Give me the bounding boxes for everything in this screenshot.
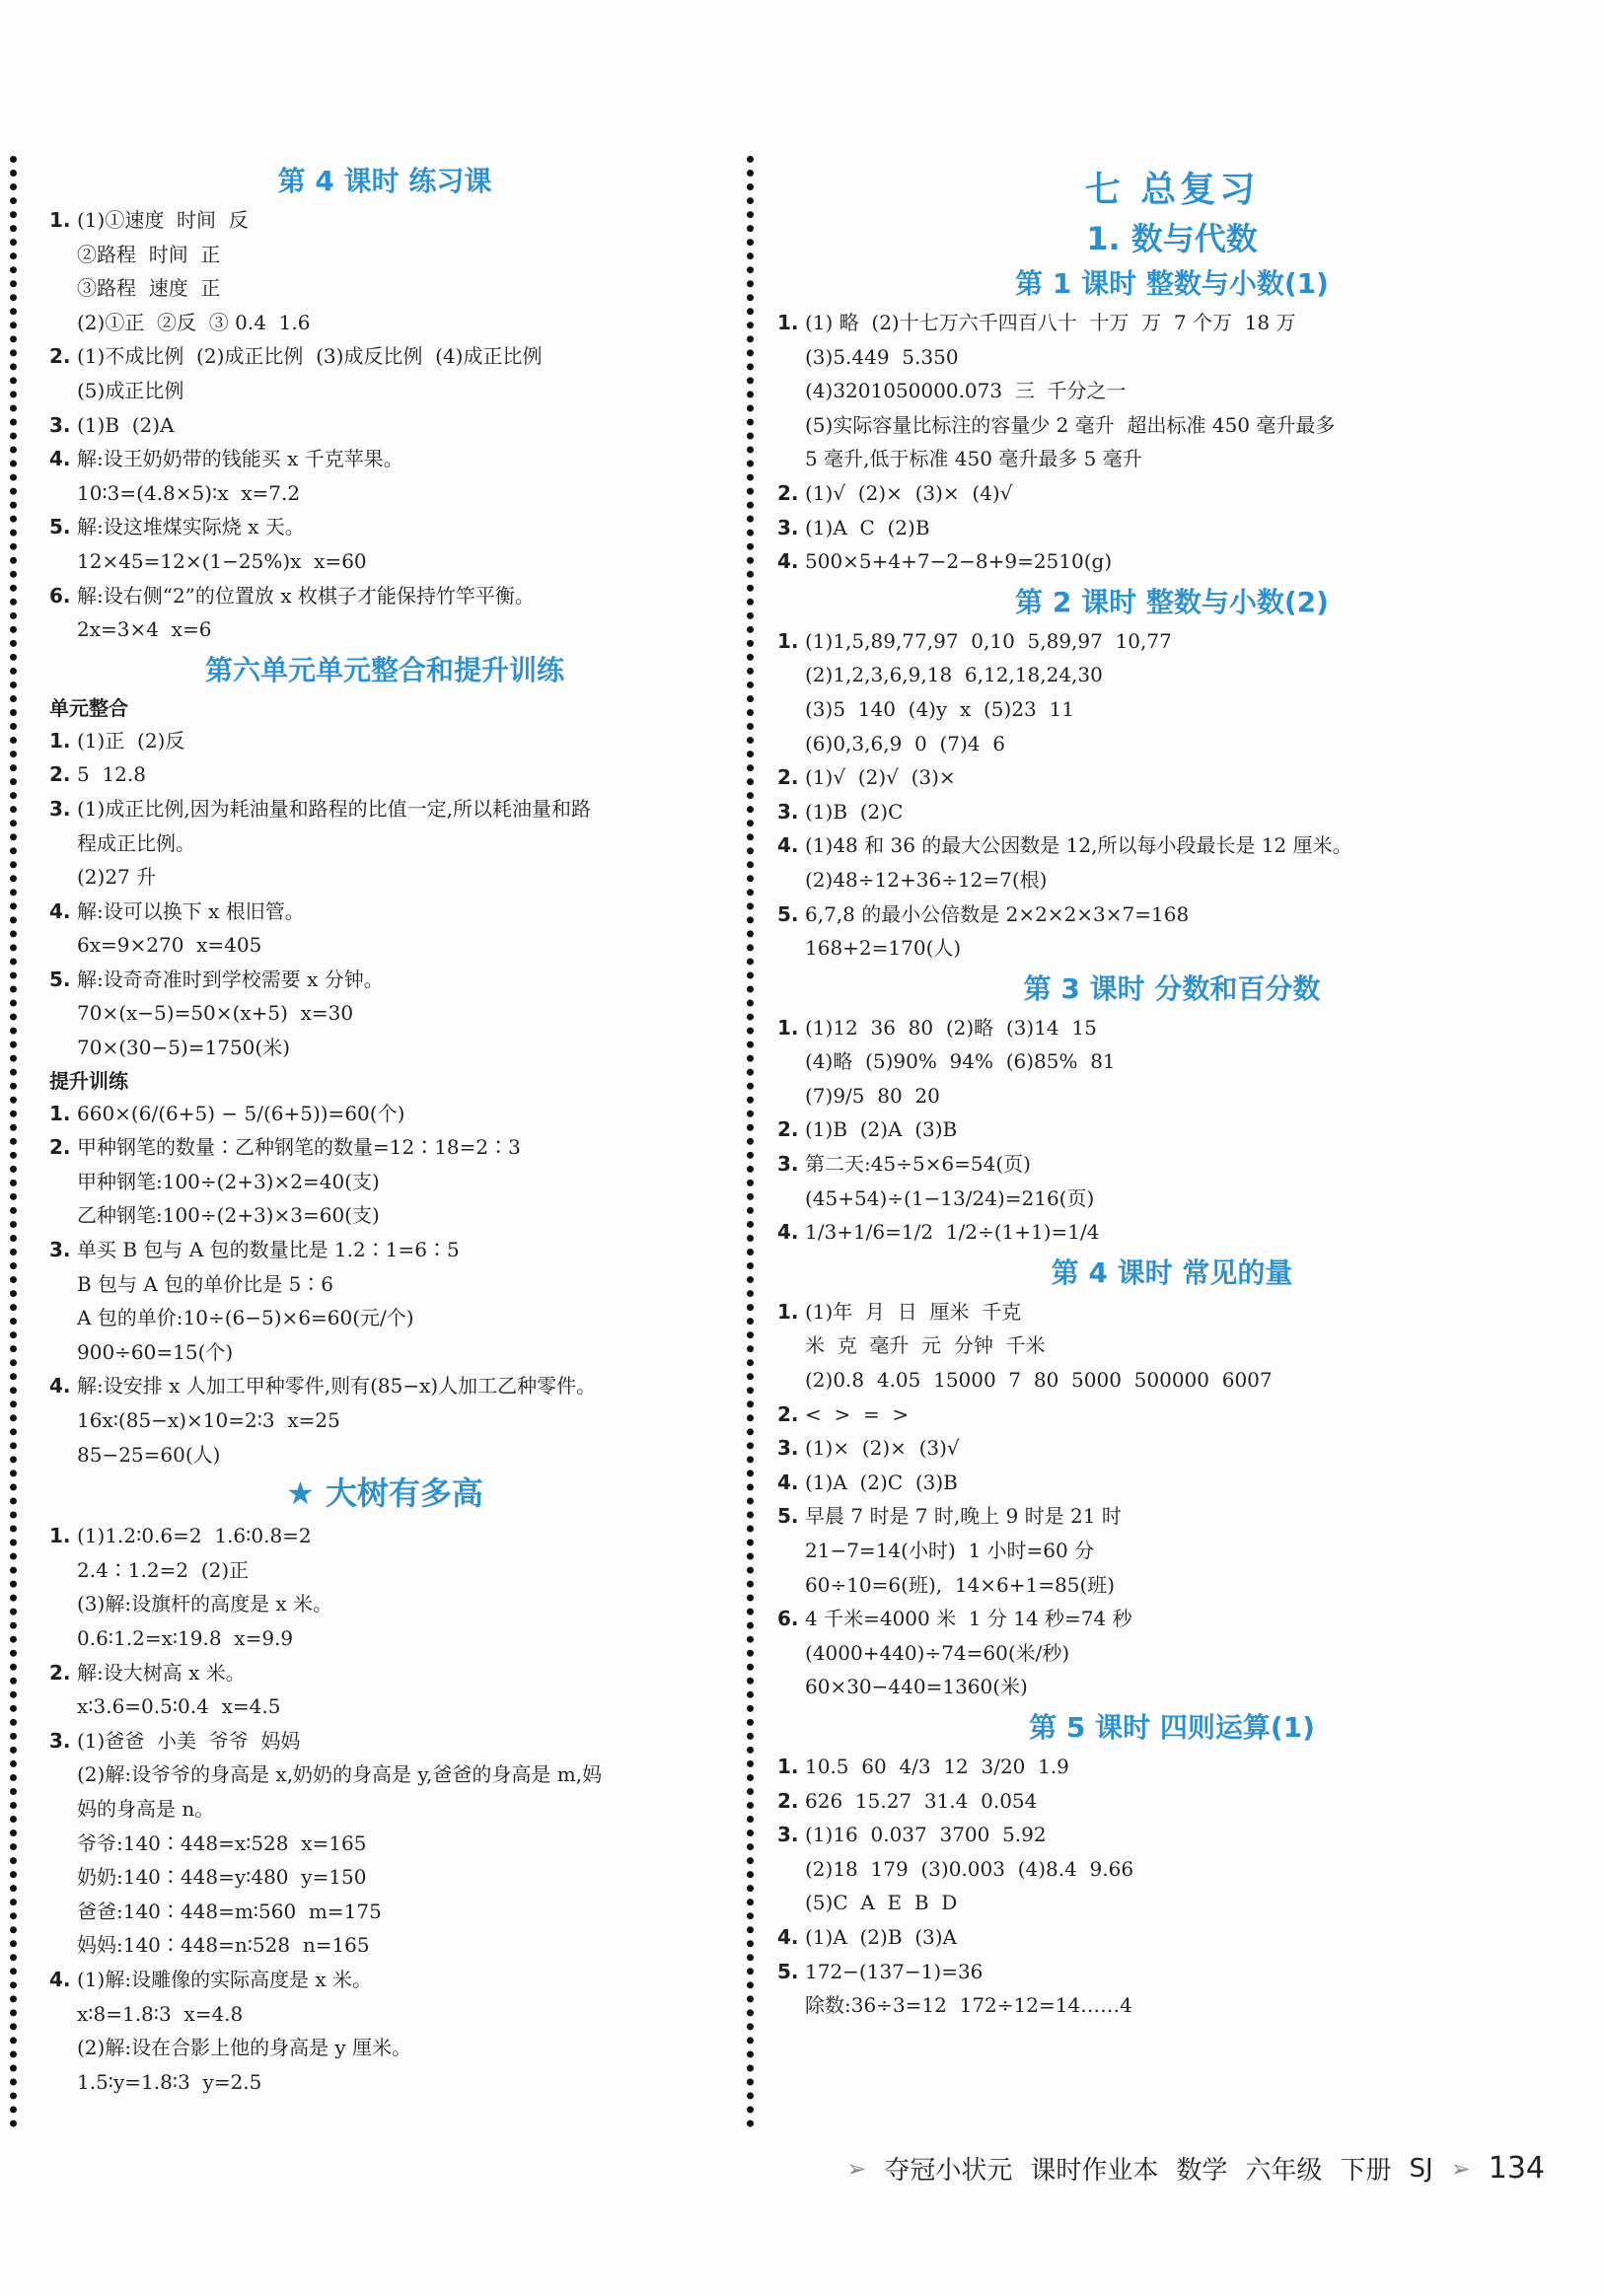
answer-line — [777, 374, 1567, 408]
answer-line — [777, 1818, 1567, 1852]
answer-line — [49, 339, 720, 374]
answer-line — [49, 1369, 720, 1403]
section-heading: 第 1 课时 整数与小数(1) — [1015, 267, 1329, 300]
answer-text: (3)5 140 (4)y x (5)23 11 — [805, 696, 1074, 721]
answer-text: (1)× (2)× (3)√ — [805, 1436, 960, 1461]
question-number: 3. — [777, 1823, 799, 1847]
answer-text: (2)48÷12+36÷12=7(根) — [805, 867, 1048, 892]
answer-text: (1)B (2)C — [805, 799, 904, 824]
answer-text: 6x=9×270 x=405 — [77, 933, 262, 958]
answer-text: 解:设奇奇准时到学校需要 x 分钟。 — [77, 967, 384, 991]
answer-text: 21−7=14(小时) 1 小时=60 分 — [805, 1539, 1095, 1562]
answer-text: (6)0,3,6,9 0 (7)4 6 — [805, 731, 1005, 755]
answer-line — [777, 1466, 1567, 1500]
answer-line — [777, 511, 1567, 545]
footer-subject: 数学 — [1176, 2156, 1228, 2186]
question-number: 3. — [49, 1728, 71, 1753]
answer-text: 早晨 7 时是 7 时,晚上 9 时是 21 时 — [805, 1504, 1122, 1529]
question-number: 1. — [777, 311, 799, 334]
question-number: 2. — [777, 1401, 799, 1426]
answer-text: 500×5+4+7−2−8+9=2510(g) — [805, 549, 1113, 574]
footer-arrow-icon: ➢ — [846, 2154, 867, 2183]
answer-text: (1)成正比例,因为耗油量和路程的比值一定,所以耗油量和路 — [77, 796, 592, 821]
answer-line — [49, 1031, 720, 1065]
answer-line — [49, 271, 720, 306]
answer-text: (1)不成比例 (2)成正比例 (3)成反比例 (4)成正比例 — [77, 344, 543, 369]
answer-text: 解:设这堆煤实际烧 x 天。 — [77, 515, 305, 539]
answer-line — [49, 1553, 720, 1588]
answer-line — [777, 760, 1567, 795]
answer-text: (1)解:设雕像的实际高度是 x 米。 — [77, 1967, 373, 1991]
answer-line — [49, 1519, 720, 1553]
answer-text: (1)1.2∶0.6=2 1.6∶0.8=2 — [77, 1524, 312, 1548]
question-number: 2. — [777, 1788, 799, 1813]
footer-arrow-icon-2: ➢ — [1450, 2154, 1471, 2183]
answer-text: (7)9/5 80 20 — [805, 1083, 940, 1108]
answer-line — [49, 757, 720, 792]
answer-text: 2x=3×4 x=6 — [77, 617, 212, 642]
question-number: 5. — [49, 515, 71, 539]
answer-text: 60×30−440=1360(米) — [805, 1675, 1028, 1699]
question-number: 1. — [49, 1524, 71, 1548]
answer-text: 妈妈:140∶448=n∶528 n=165 — [77, 1933, 370, 1958]
answer-line — [49, 1963, 720, 1997]
answer-line — [49, 1438, 720, 1472]
answer-line — [777, 544, 1567, 579]
right-column — [777, 158, 1567, 2023]
subsection-label: 单元整合 — [49, 695, 128, 720]
section-heading: 七 总复习 — [1084, 170, 1260, 210]
answer-text: (1)正 (2)反 — [77, 728, 185, 753]
page-number: 134 — [1488, 2151, 1545, 2186]
question-number: 5. — [49, 967, 71, 991]
answer-text: < > = > — [805, 1401, 910, 1426]
question-number: 4. — [49, 898, 71, 923]
answer-text: 1.5∶y=1.8∶3 y=2.5 — [77, 2069, 262, 2094]
answer-text: 6,7,8 的最小公倍数是 2×2×2×3×7=168 — [805, 901, 1190, 926]
answer-line — [777, 828, 1567, 863]
question-number: 6. — [49, 583, 71, 608]
answer-line — [777, 795, 1567, 829]
question-number: 3. — [777, 515, 799, 539]
answer-text: A 包的单价:10÷(6−5)×6=60(元/个) — [77, 1306, 414, 1330]
answer-line — [49, 544, 720, 579]
answer-line — [777, 1568, 1567, 1603]
answer-line — [49, 1656, 720, 1690]
answer-text: B 包与 A 包的单价比是 5∶6 — [77, 1271, 334, 1296]
answer-text: 5 12.8 — [77, 762, 146, 787]
question-number: 4. — [49, 1374, 71, 1399]
question-number: 3. — [49, 1238, 71, 1262]
answer-text: (2)18 179 (3)0.003 (4)8.4 9.66 — [805, 1856, 1134, 1881]
answer-line — [777, 1328, 1567, 1363]
answer-line — [49, 1928, 720, 1963]
question-number: 4. — [777, 833, 799, 858]
left-column — [49, 158, 720, 2099]
answer-text: 程成正比例。 — [77, 830, 195, 855]
answer-line — [49, 860, 720, 895]
answer-line — [777, 1112, 1567, 1147]
question-number: 1. — [777, 1754, 799, 1778]
answer-line — [777, 340, 1567, 375]
answer-line — [49, 1724, 720, 1758]
footer-edition: SJ — [1409, 2153, 1433, 2184]
answer-line — [49, 203, 720, 238]
answer-text: (5)实际容量比标注的容量少 2 毫升 超出标准 450 毫升最多 — [805, 412, 1336, 437]
answer-line — [777, 658, 1567, 692]
answer-text: 10.5 60 4/3 12 3/20 1.9 — [805, 1754, 1069, 1778]
answer-text: 900÷60=15(个) — [77, 1339, 234, 1364]
answer-line — [777, 1955, 1567, 1989]
question-number: 3. — [49, 796, 71, 821]
answer-line — [49, 238, 720, 272]
answer-line — [777, 692, 1567, 727]
answer-text: 解:设可以换下 x 根旧管。 — [77, 898, 305, 923]
answer-line — [777, 1499, 1567, 1534]
answer-line — [777, 1044, 1567, 1079]
answer-text: (4)略 (5)90% 94% (6)85% 81 — [805, 1049, 1116, 1074]
answer-text: (1) 略 (2)十七万六千四百八十 十万 万 7 个万 18 万 — [805, 311, 1296, 334]
section-heading: 第 4 课时 常见的量 — [1051, 1256, 1293, 1289]
answer-text: 解:设右侧“2”的位置放 x 枚棋子才能保持竹竿平衡。 — [77, 583, 535, 608]
section-heading: 第 2 课时 整数与小数(2) — [1015, 585, 1329, 618]
section-heading: 第 4 课时 练习课 — [277, 165, 492, 197]
answer-text: (1)爸爸 小美 爷爷 妈妈 — [77, 1728, 301, 1753]
answer-line — [49, 306, 720, 340]
answer-line — [49, 1758, 720, 1792]
answer-line — [49, 579, 720, 613]
answer-text: (5)C A E B D — [805, 1891, 958, 1915]
answer-text: (5)成正比例 — [77, 378, 184, 402]
footer-volume: 下册 — [1340, 2156, 1392, 2186]
question-number: 2. — [777, 480, 799, 505]
answer-line — [49, 895, 720, 929]
answer-line — [777, 1215, 1567, 1250]
question-number: 1. — [49, 728, 71, 753]
answer-line — [49, 1301, 720, 1335]
page-footer — [846, 2150, 1545, 2187]
center-dotted-divider — [747, 156, 754, 2128]
answer-line — [49, 1997, 720, 2032]
answer-text: 10∶3=(4.8×5)∶x x=7.2 — [77, 480, 301, 505]
answer-line — [777, 1011, 1567, 1045]
answer-text: (1)B (2)A — [77, 412, 175, 437]
answer-text: 12×45=12×(1−25%)x x=60 — [77, 548, 367, 573]
question-number: 6. — [777, 1607, 799, 1631]
answer-line — [49, 826, 720, 861]
answer-line — [49, 1267, 720, 1302]
answer-text: 70×(30−5)=1750(米) — [77, 1036, 291, 1060]
subsection-label: 提升训练 — [49, 1068, 128, 1093]
answer-line — [777, 1636, 1567, 1671]
question-number: 4. — [777, 549, 799, 574]
answer-text: ②路程 时间 正 — [77, 242, 221, 266]
answer-text: 解:设大树高 x 米。 — [77, 1660, 246, 1685]
question-number: 2. — [49, 1135, 71, 1160]
answer-text: (1)A C (2)B — [805, 515, 930, 539]
answer-line — [777, 1886, 1567, 1920]
question-number: 3. — [777, 1152, 799, 1177]
question-number: 1. — [49, 1101, 71, 1125]
answer-line — [49, 1403, 720, 1438]
answer-text: (2)0.8 4.05 15000 7 80 5000 500000 6007 — [805, 1368, 1273, 1393]
answer-line — [49, 963, 720, 997]
answer-text: (3)解:设旗杆的高度是 x 米。 — [77, 1592, 333, 1616]
section-heading: 第 3 课时 分数和百分数 — [1023, 971, 1321, 1005]
answer-text: (3)5.449 5.350 — [805, 344, 959, 369]
answer-line — [49, 792, 720, 826]
answer-text: (1)B (2)A (3)B — [805, 1117, 958, 1142]
answer-text: 626 15.27 31.4 0.054 — [805, 1788, 1038, 1813]
answer-text: (1)①速度 时间 反 — [77, 208, 249, 232]
answer-text: (2)解:设在合影上他的身高是 y 厘米。 — [77, 2036, 412, 2060]
answer-line — [777, 1398, 1567, 1432]
answer-text: (4000+440)÷74=60(米/秒) — [805, 1640, 1070, 1665]
answer-line — [777, 1534, 1567, 1568]
answer-line — [49, 1827, 720, 1861]
answer-line — [777, 1920, 1567, 1955]
answer-text: 70×(x−5)=50×(x+5) x=30 — [77, 1001, 354, 1026]
question-number: 1. — [777, 1299, 799, 1324]
question-number: 4. — [49, 1967, 71, 1991]
answer-line — [777, 1750, 1567, 1784]
answer-text: 4 千米=4000 米 1 分 14 秒=74 秒 — [805, 1607, 1132, 1631]
answer-line — [49, 1335, 720, 1370]
answer-line — [777, 1295, 1567, 1329]
answer-text: 解:设王奶奶带的钱能买 x 千克苹果。 — [77, 447, 403, 471]
answer-line — [49, 2065, 720, 2100]
answer-line — [49, 928, 720, 963]
question-number: 2. — [777, 765, 799, 790]
answer-text: 解:设安排 x 人加工甲种零件,则有(85−x)人加工乙种零件。 — [77, 1374, 597, 1399]
footer-book: 课时作业本 — [1030, 2156, 1159, 2186]
answer-text: 172−(137−1)=36 — [805, 1959, 984, 1983]
question-number: 5. — [777, 1959, 799, 1983]
answer-line — [49, 1689, 720, 1724]
question-number: 4. — [777, 1220, 799, 1245]
answer-text: (1)√ (2)√ (3)× — [805, 765, 956, 790]
answer-line — [49, 510, 720, 544]
answer-text: 米 克 毫升 元 分钟 千米 — [805, 1333, 1046, 1358]
answer-text: 2.4∶1.2=2 (2)正 — [77, 1557, 250, 1582]
footer-brand: 夺冠小状元 — [884, 2156, 1013, 2186]
answer-line — [777, 1079, 1567, 1113]
answer-line — [49, 612, 720, 647]
question-number: 5. — [777, 1504, 799, 1529]
question-number: 1. — [777, 628, 799, 653]
answer-line — [777, 1602, 1567, 1636]
answer-text: (1)年 月 日 厘米 千克 — [805, 1299, 1022, 1324]
section-heading: 第六单元单元整合和提升训练 — [204, 653, 564, 686]
answer-line — [49, 1198, 720, 1233]
section-heading: 1. 数与代数 — [1086, 220, 1258, 257]
answer-line — [49, 1792, 720, 1827]
answer-text: 0.6∶1.2=x∶19.8 x=9.9 — [77, 1625, 294, 1650]
answer-text: 甲种钢笔的数量∶乙种钢笔的数量=12∶18=2∶3 — [77, 1135, 521, 1160]
answer-line — [49, 1097, 720, 1131]
answer-text: 爷爷:140∶448=x∶528 x=165 — [77, 1830, 367, 1855]
footer-grade: 六年级 — [1245, 2156, 1323, 2186]
answer-line — [49, 374, 720, 408]
answer-text: (1)48 和 36 的最大公因数是 12,所以每小段最长是 12 厘米。 — [805, 833, 1352, 858]
answer-text: 爸爸:140∶448=m∶560 m=175 — [77, 1899, 382, 1923]
answer-text: x∶8=1.8∶3 x=4.8 — [77, 2001, 244, 2026]
answer-line — [49, 1895, 720, 1929]
answer-text: (1)16 0.037 3700 5.92 — [805, 1823, 1047, 1847]
answer-line — [777, 1431, 1567, 1466]
answer-text: 5 毫升,低于标准 450 毫升最多 5 毫升 — [805, 447, 1142, 471]
answer-line — [777, 1852, 1567, 1887]
answer-text: 乙种钢笔:100÷(2+3)×3=60(支) — [77, 1203, 380, 1228]
answer-text: 1/3+1/6=1/2 1/2÷(1+1)=1/4 — [805, 1220, 1100, 1245]
answer-line — [777, 1784, 1567, 1819]
answer-text: 单买 B 包与 A 包的数量比是 1.2∶1=6∶5 — [77, 1238, 460, 1262]
question-number: 5. — [777, 901, 799, 926]
answer-line — [777, 1182, 1567, 1216]
answer-text: 妈的身高是 n。 — [77, 1796, 215, 1821]
answer-line — [777, 408, 1567, 443]
answer-text: 除数:36÷3=12 172÷12=14……4 — [805, 1993, 1132, 2018]
question-number: 4. — [777, 1924, 799, 1949]
answer-text: 85−25=60(人) — [77, 1442, 221, 1467]
question-number: 3. — [777, 799, 799, 824]
answer-text: (1)1,5,89,77,97 0,10 5,89,97 10,77 — [805, 628, 1172, 653]
answer-line — [49, 996, 720, 1031]
answer-line — [777, 476, 1567, 511]
answer-line — [777, 931, 1567, 966]
answer-text: (1)A (2)B (3)A — [805, 1924, 958, 1949]
answer-line — [777, 863, 1567, 897]
answer-line — [777, 897, 1567, 932]
answer-text: (4)3201050000.073 三 千分之一 — [805, 379, 1127, 403]
question-number: 2. — [49, 762, 71, 787]
answer-line — [49, 408, 720, 443]
question-number: 1. — [777, 1015, 799, 1040]
answer-text: (1)12 36 80 (2)略 (3)14 15 — [805, 1015, 1097, 1040]
answer-text: 60÷10=6(班), 14×6+1=85(班) — [805, 1572, 1116, 1597]
question-number: 2. — [49, 344, 71, 369]
answer-line — [49, 1587, 720, 1621]
answer-text: ③路程 速度 正 — [77, 276, 221, 301]
answer-line — [49, 1130, 720, 1165]
left-dotted-margin — [10, 156, 17, 2128]
answer-text: 第二天:45÷5×6=54(页) — [805, 1152, 1031, 1177]
answer-line — [777, 1363, 1567, 1398]
question-number: 2. — [777, 1117, 799, 1142]
answer-text: 168+2=170(人) — [805, 936, 962, 961]
answer-text: 660×(6/(6+5) − 5/(6+5))=60(个) — [77, 1101, 405, 1125]
answer-text: 奶奶:140∶448=y∶480 y=150 — [77, 1865, 367, 1890]
question-number: 4. — [49, 447, 71, 471]
answer-text: (45+54)÷(1−13/24)=216(页) — [805, 1185, 1095, 1210]
answer-text: (2)①正 ②反 ③ 0.4 1.6 — [77, 310, 311, 334]
answer-line — [777, 624, 1567, 659]
answer-line — [777, 306, 1567, 340]
answer-text: 16x∶(85−x)×10=2∶3 x=25 — [77, 1408, 340, 1432]
answer-line — [49, 1621, 720, 1656]
section-heading: 第 5 课时 四则运算(1) — [1029, 1710, 1315, 1744]
answer-line — [49, 442, 720, 476]
section-heading: ★ 大树有多高 — [286, 1474, 483, 1513]
answer-text: (2)解:设爷爷的身高是 x,奶奶的身高是 y,爸爸的身高是 m,妈 — [77, 1762, 603, 1787]
answer-line — [777, 442, 1567, 476]
question-number: 4. — [777, 1470, 799, 1494]
answer-line — [49, 724, 720, 758]
answer-line — [49, 1165, 720, 1199]
answer-text: x∶3.6=0.5∶0.4 x=4.5 — [77, 1694, 281, 1719]
answer-line — [49, 1860, 720, 1895]
answer-text: (1)√ (2)× (3)× (4)√ — [805, 480, 1013, 505]
answer-text: (1)A (2)C (3)B — [805, 1470, 958, 1494]
answer-line — [777, 727, 1567, 761]
question-number: 1. — [49, 208, 71, 232]
answer-line — [777, 1147, 1567, 1182]
answer-line — [49, 1233, 720, 1267]
answer-text: 甲种钢笔:100÷(2+3)×2=40(支) — [77, 1169, 380, 1193]
answer-text: (2)27 升 — [77, 865, 157, 890]
answer-text: (2)1,2,3,6,9,18 6,12,18,24,30 — [805, 663, 1103, 687]
question-number: 3. — [49, 412, 71, 437]
answer-line — [777, 1988, 1567, 2023]
answer-line — [49, 476, 720, 511]
answer-line — [777, 1670, 1567, 1704]
question-number: 2. — [49, 1660, 71, 1685]
question-number: 3. — [777, 1436, 799, 1461]
answer-line — [49, 2031, 720, 2065]
